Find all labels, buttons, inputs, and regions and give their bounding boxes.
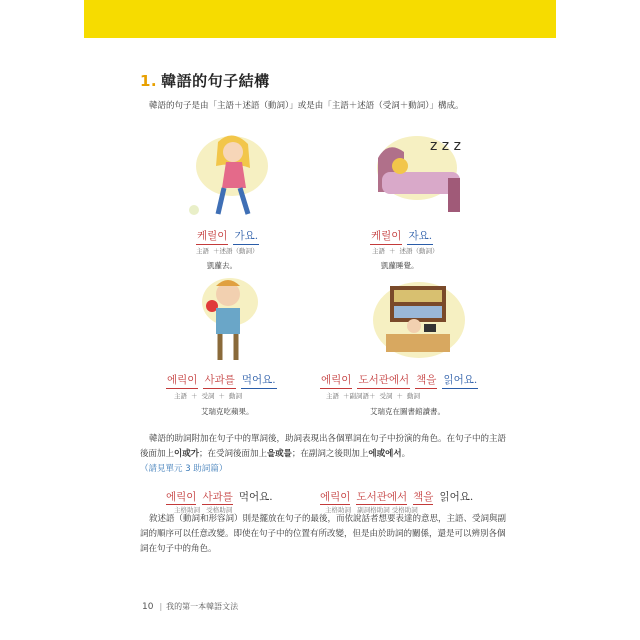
example-2-translation: 凱蘿睡覺。 <box>381 261 419 270</box>
word: 에릭이 <box>320 372 352 389</box>
boy-apple-illustration <box>192 272 272 364</box>
top-color-band <box>84 0 556 38</box>
word: 가요. <box>233 228 259 245</box>
word: 케릴이 <box>196 228 228 245</box>
svg-text:z z z: z z z <box>430 138 461 154</box>
section-heading <box>140 70 270 91</box>
example-4-korean <box>320 372 483 389</box>
particle-example-left: 에릭이 사과를 먹어요. <box>166 491 273 503</box>
sleeping-bed-illustration <box>362 128 472 220</box>
page-footer: 10 | 我的第一本韓語文法 <box>142 602 239 612</box>
example-1-translation: 凱蘿去。 <box>207 261 237 270</box>
word: 자요. <box>407 228 433 245</box>
library-reading-illustration <box>364 276 474 364</box>
word: 케릴이 <box>370 228 402 245</box>
example-2-gloss: 主語 ＋ 述語（動詞） <box>372 247 439 255</box>
heading-text: 韓語的句子結構 <box>161 72 270 90</box>
example-4-gloss: 主語 ＋副詞語＋ 受詞 ＋ 動詞 <box>326 392 420 400</box>
example-4-translation: 艾瑞克在圖書館讀書。 <box>370 407 445 416</box>
example-3-translation: 艾瑞克吃蘋果。 <box>201 407 254 416</box>
word: 에릭이 <box>166 372 198 389</box>
heading-number: 1. <box>140 72 158 90</box>
walking-girl-illustration <box>180 128 290 220</box>
word: 사과를 <box>203 372 235 389</box>
example-3-gloss: 主語 ＋ 受詞 ＋ 動詞 <box>174 392 242 400</box>
page-number: 10 <box>142 602 154 612</box>
example-1-gloss: 主語 ＋述語（動詞） <box>196 247 259 255</box>
book-title: 我的第一本韓語文法 <box>166 602 239 611</box>
word-order-paragraph: 敘述語（動詞和形容詞）則是擺放在句子的最後，而依說話者想要表達的意思，主語、受詞與副詞的順序可以任意改變。即使在句子中的位置有所改變，但是由於助詞的關係，還是可以辨別各個詞在句子中的角色。 <box>140 514 507 554</box>
word: 먹어요. <box>241 372 277 389</box>
example-3-korean <box>166 372 282 389</box>
particle-example-left-gloss: 主格助詞 受格助詞 <box>174 506 233 514</box>
example-2-korean <box>370 228 438 245</box>
particle-example-right-gloss: 主格助詞 副詞格助詞 受格助詞 <box>325 506 418 514</box>
particle-paragraph: 韓語的助詞附加在句子中的單詞後，助詞表現出各個單詞在句子中扮演的角色。在句子中的主語後面加上이或가；在受詞後面加上을或를；在副詞之後則加上에或에서。 （請見單元 3 助詞篇） <box>140 434 507 474</box>
word: 읽어요. <box>442 372 478 389</box>
particle-example-right: 에릭이 도서관에서 책을 읽어요. <box>320 491 474 503</box>
word: 책을 <box>415 372 437 389</box>
reference-note: （請見單元 3 助詞篇） <box>140 464 228 474</box>
example-1-korean <box>196 228 264 245</box>
intro-paragraph: 韓語的句子是由「主語＋述語（動詞）」或是由「主語＋述語（受詞＋動詞）」構成。 <box>149 101 464 111</box>
word: 도서관에서 <box>357 372 410 389</box>
